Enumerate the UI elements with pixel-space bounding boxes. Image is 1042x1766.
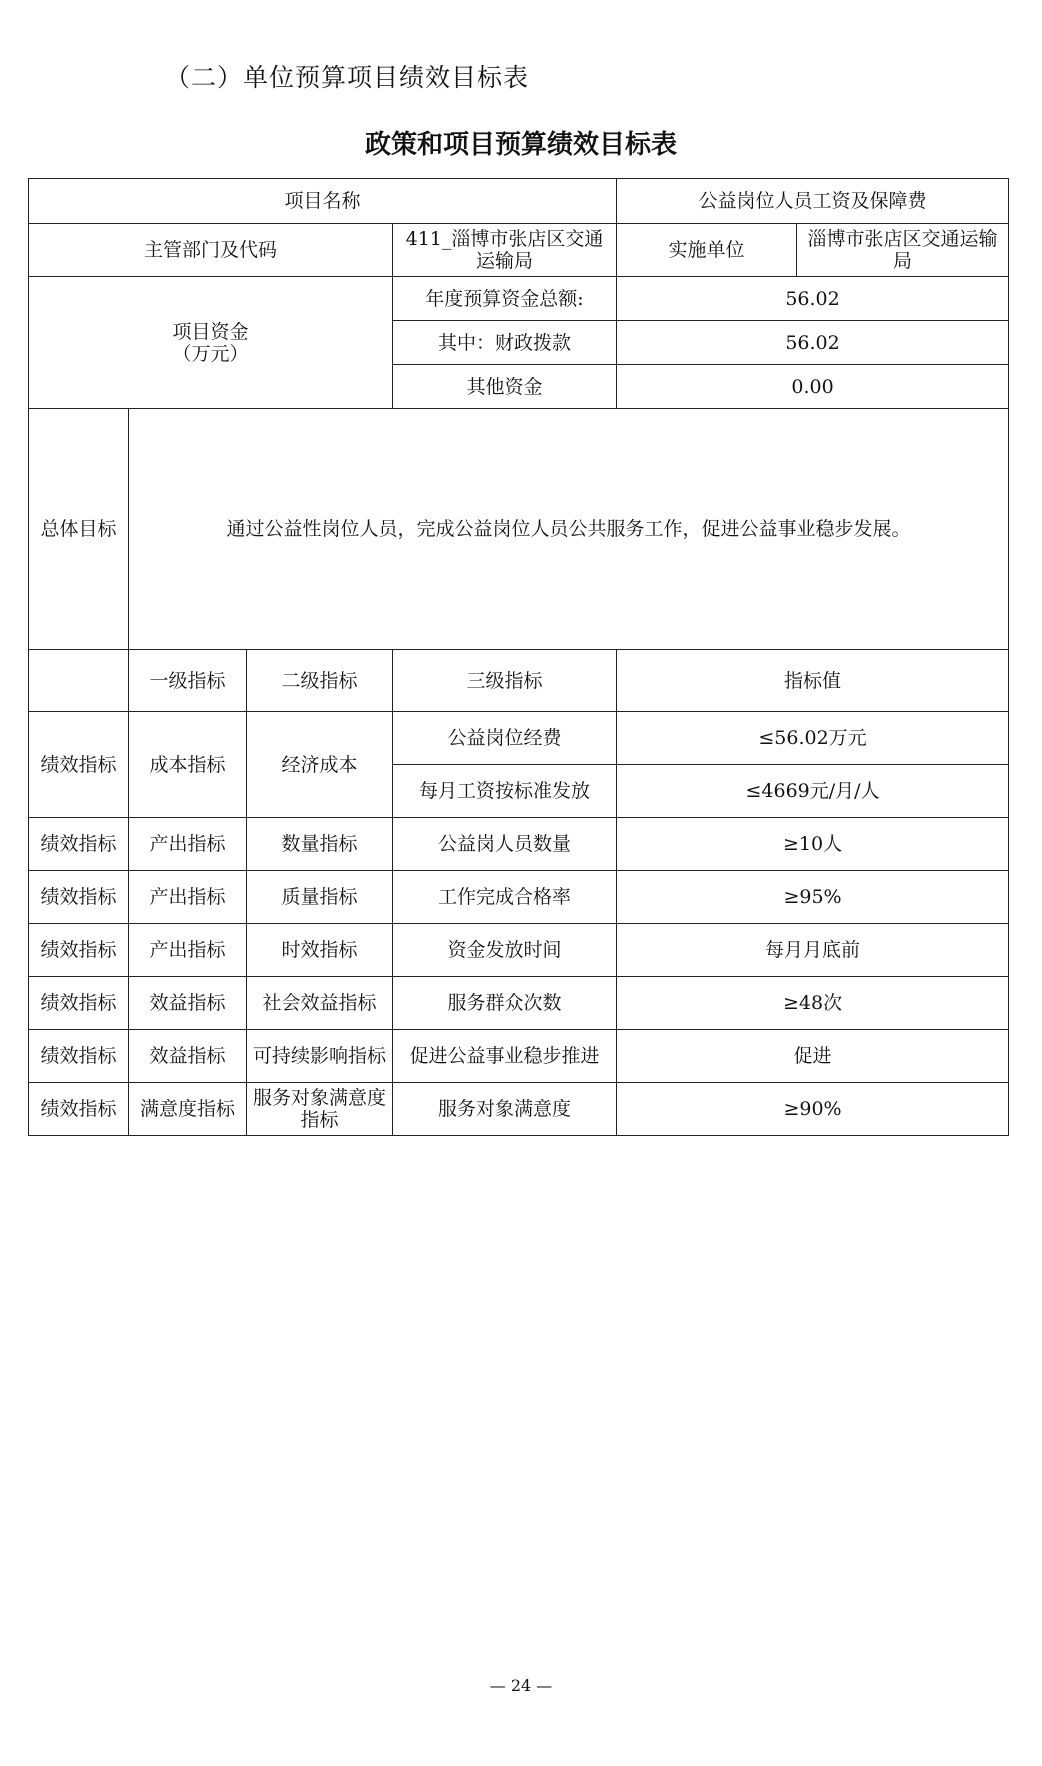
indicator-level3: 服务对象满意度: [393, 1083, 617, 1136]
indicator-category: 绩效指标: [29, 924, 129, 977]
table-row: [29, 871, 1009, 924]
indicator-level3: 公益岗人员数量: [393, 818, 617, 871]
indicator-level2: 经济成本: [247, 712, 393, 818]
indicator-value: 促进: [617, 1030, 1009, 1083]
annual-budget-total-label: 年度预算资金总额:: [393, 277, 617, 321]
indicator-value: ≥95%: [617, 871, 1009, 924]
table-row: [29, 1030, 1009, 1083]
indicator-category: 绩效指标: [29, 977, 129, 1030]
indicator-level2: 服务对象满意度指标: [247, 1083, 393, 1136]
fiscal-allocation-label: 其中：财政拨款: [393, 321, 617, 365]
table-row: [29, 924, 1009, 977]
indicator-level1: 效益指标: [129, 977, 247, 1030]
implementing-unit-label: 实施单位: [617, 224, 797, 277]
overall-goal-label: 总体目标: [29, 409, 129, 650]
indicator-value: ≤56.02万元: [617, 712, 1009, 765]
level1-header: 一级指标: [129, 650, 247, 712]
indicator-level1: 产出指标: [129, 871, 247, 924]
project-funds-unit: （万元）: [172, 342, 249, 365]
department-label: 主管部门及代码: [29, 224, 393, 277]
indicator-level2: 数量指标: [247, 818, 393, 871]
indicator-header-blank: [29, 650, 129, 712]
overall-goal-row: [29, 409, 1009, 650]
table-row: [29, 818, 1009, 871]
indicator-header-row: [29, 650, 1009, 712]
table-title: 政策和项目预算绩效目标表: [364, 130, 677, 160]
project-name-row: [29, 179, 1009, 224]
other-funds-value: 0.00: [617, 365, 1009, 409]
indicator-level1: 满意度指标: [129, 1083, 247, 1136]
fiscal-allocation-value: 56.02: [617, 321, 1009, 365]
indicator-level3: 每月工资按标准发放: [393, 765, 617, 818]
indicator-category: 绩效指标: [29, 712, 129, 818]
indicator-level2: 社会效益指标: [247, 977, 393, 1030]
annual-budget-total-value: 56.02: [617, 277, 1009, 321]
table-row: [29, 712, 1009, 765]
department-value: 411_淄博市张店区交通运输局: [393, 224, 617, 277]
department-row: [29, 224, 1009, 277]
project-funds-label: 项目资金: [172, 320, 249, 343]
project-funds-label-cell: [29, 277, 393, 409]
indicator-value-header: 指标值: [617, 650, 1009, 712]
indicator-value: ≥90%: [617, 1083, 1009, 1136]
table-row: [29, 977, 1009, 1030]
indicator-level1: 效益指标: [129, 1030, 247, 1083]
section-heading: （二）单位预算项目绩效目标表: [165, 63, 530, 92]
indicator-category: 绩效指标: [29, 1083, 129, 1136]
level2-header: 二级指标: [247, 650, 393, 712]
page-number: — 24 —: [489, 1676, 553, 1695]
indicator-level3: 资金发放时间: [393, 924, 617, 977]
implementing-unit-value: 淄博市张店区交通运输局: [797, 224, 1009, 277]
indicator-value: ≥48次: [617, 977, 1009, 1030]
indicator-level2: 质量指标: [247, 871, 393, 924]
indicator-level3: 公益岗位经费: [393, 712, 617, 765]
overall-goal-text: 通过公益性岗位人员，完成公益岗位人员公共服务工作，促进公益事业稳步发展。: [129, 409, 1009, 650]
indicator-level1: 成本指标: [129, 712, 247, 818]
level3-header: 三级指标: [393, 650, 617, 712]
indicator-level1: 产出指标: [129, 818, 247, 871]
table-row: [29, 1083, 1009, 1136]
indicator-category: 绩效指标: [29, 1030, 129, 1083]
indicator-level2: 可持续影响指标: [247, 1030, 393, 1083]
indicator-level3: 工作完成合格率: [393, 871, 617, 924]
indicator-level1: 产出指标: [129, 924, 247, 977]
project-name-value: 公益岗位人员工资及保障费: [617, 179, 1009, 224]
indicator-value: 每月月底前: [617, 924, 1009, 977]
indicator-level3: 服务群众次数: [393, 977, 617, 1030]
indicator-level3: 促进公益事业稳步推进: [393, 1030, 617, 1083]
indicator-category: 绩效指标: [29, 871, 129, 924]
indicator-level2: 时效指标: [247, 924, 393, 977]
indicator-value: ≤4669元/月/人: [617, 765, 1009, 818]
indicator-category: 绩效指标: [29, 818, 129, 871]
funds-total-row: [29, 277, 1009, 321]
performance-target-table: [28, 178, 1009, 1136]
other-funds-label: 其他资金: [393, 365, 617, 409]
indicator-value: ≥10人: [617, 818, 1009, 871]
project-name-label: 项目名称: [29, 179, 617, 224]
